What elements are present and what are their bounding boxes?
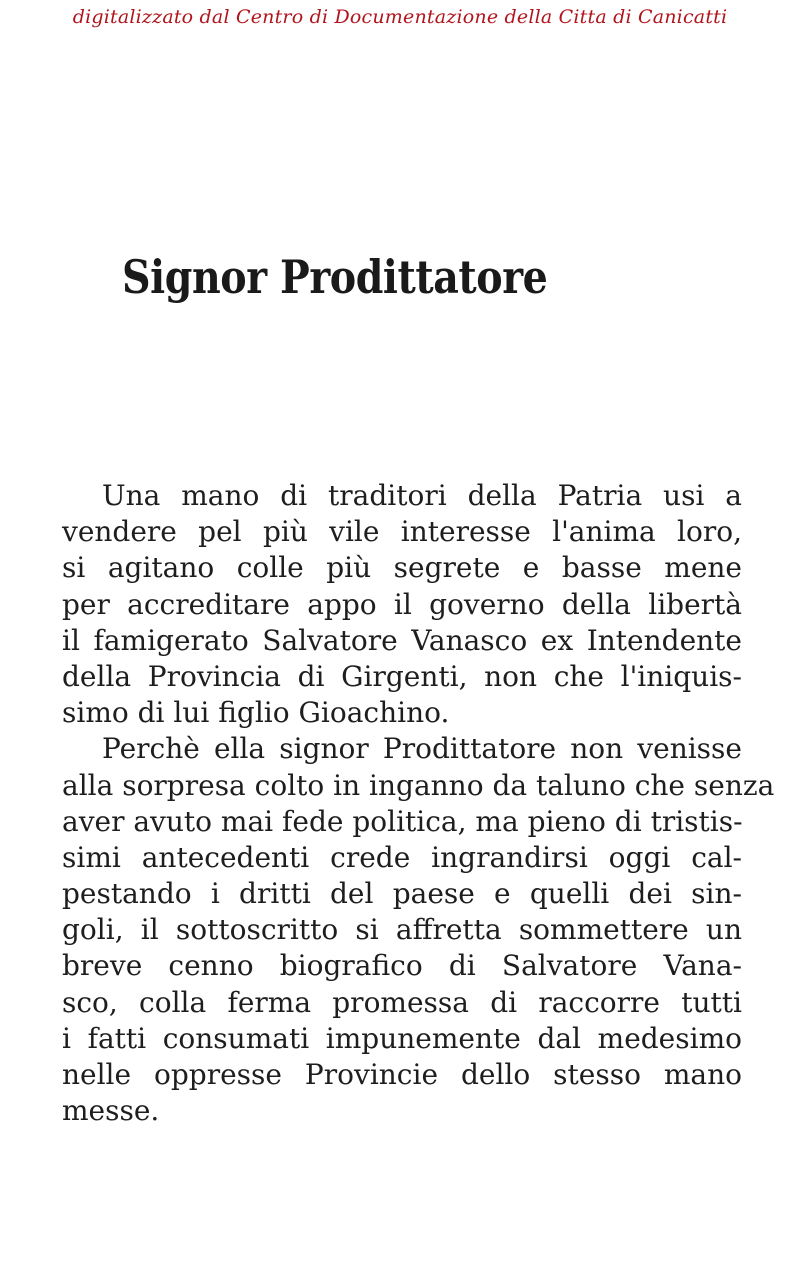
body-text (62, 478, 775, 1129)
text-line: alla sorpresa colto in inganno da taluno che senza (62, 768, 775, 802)
text-line: messe. (62, 1094, 160, 1128)
text-line: simo di lui figlio Gioachino. (62, 696, 450, 730)
text-line: simi antecedenti crede ingrandirsi oggi cal- (62, 840, 742, 874)
paragraph-1 (62, 478, 742, 731)
paragraph-2 (62, 731, 775, 1129)
text-line: della Provincia di Girgenti, non che l'iniquis- (62, 659, 742, 693)
text-line: Perchè ella signor Prodittatore non venisse (102, 732, 742, 766)
text-line: vendere pel più vile interesse l'anima loro, (62, 515, 742, 549)
page-title: Signor Prodittatore (122, 250, 548, 304)
text-line: pestando i dritti del paese e quelli dei sin- (62, 877, 742, 911)
text-line: nelle oppresse Provincie dello stesso mano (62, 1058, 742, 1091)
text-line: si agitano colle più segrete e basse mene (62, 551, 742, 585)
text-line: Una mano di traditori della Patria usi a (102, 479, 742, 512)
text-line: goli, il sottoscritto si affretta sommettere un (62, 913, 742, 947)
digitization-watermark: digitalizzato dal Centro di Documentazione della Citta di Canicatti (72, 6, 728, 28)
text-line: per accreditare appo il governo della libertà (62, 587, 742, 621)
text-line: i fatti consumati impunemente dal medesimo (62, 1021, 742, 1055)
text-line: aver avuto mai fede politica, ma pieno di tristis- (62, 804, 743, 838)
text-line: il famigerato Salvatore Vanasco ex Intendente (62, 623, 742, 657)
text-line: breve cenno biografico di Salvatore Vana- (62, 949, 742, 983)
text-line: sco, colla ferma promessa di raccorre tutti (62, 985, 742, 1019)
